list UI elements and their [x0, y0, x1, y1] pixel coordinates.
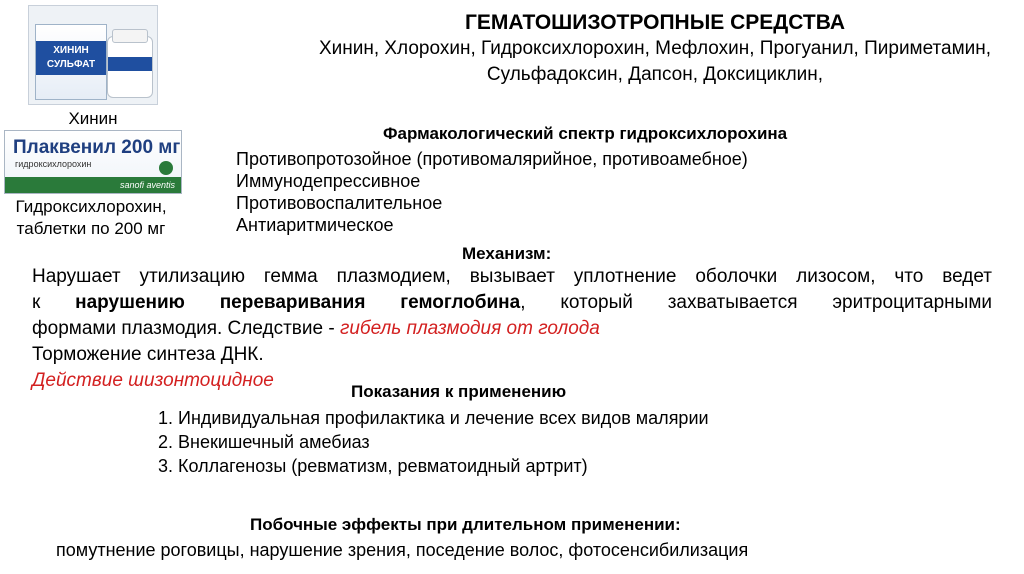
spectrum-list — [236, 148, 748, 236]
plaquenil-caption — [0, 196, 182, 240]
mechanism-line-2-post: , который захватывается эритроцитарными — [520, 292, 993, 313]
indications-list — [158, 406, 709, 478]
mechanism-line-1 — [32, 264, 992, 290]
side-effects-text: помутнение роговицы, нарушение зрения, поседение волос, фотосенсибилизация — [56, 540, 749, 560]
spectrum-item: Противовоспалительное — [236, 193, 443, 213]
mechanism-line-1-text: Нарушает утилизацию гемма плазмодием, вызывает уплотнение оболочки лизосом, что ведет — [32, 266, 992, 287]
mechanism-line-3 — [32, 316, 992, 342]
quinine-caption: Хинин — [68, 109, 118, 128]
plaquenil-brand: Плаквенил 200 мг — [13, 137, 181, 158]
mechanism-heading: Механизм: — [462, 244, 552, 263]
quinine-box — [35, 24, 107, 100]
mechanism-line-2-bold: нарушению переваривания гемоглобина — [75, 292, 521, 313]
side-effects-heading: Побочные эффекты при длительном применении: — [250, 515, 681, 534]
quinine-box-label: ХИНИН СУЛЬФАТ — [46, 45, 96, 70]
plaquenil-caption-line-1: Гидроксихлорохин, — [15, 197, 167, 216]
mechanism-line-3-red: гибель плазмодия от голода — [339, 318, 600, 339]
mechanism-text — [32, 264, 992, 394]
mechanism-line-4: Торможение синтеза ДНК. — [32, 344, 264, 365]
plaquenil-maker: sanofi aventis — [119, 180, 175, 190]
spectrum-item: Иммунодепрессивное — [236, 171, 421, 191]
drug-list-line-1: Хинин, Хлорохин, Гидроксихлорохин, Мефлохин, Прогуанил, Пириметамин, — [318, 38, 992, 59]
page-title: ГЕМАТОШИЗОТРОПНЫЕ СРЕДСТВА — [464, 11, 846, 34]
indication-item: 1. Индивидуальная профилактика и лечение всех видов малярии — [158, 408, 709, 428]
quinine-jar — [107, 36, 153, 98]
mechanism-line-5: Действие шизонтоцидное — [32, 370, 274, 391]
plaquenil-caption-line-2: таблетки по 200 мг — [16, 219, 166, 238]
plaquenil-generic: гидроксихлорохин — [15, 159, 92, 169]
mechanism-line-3-pre: формами плазмодия. Следствие - — [32, 318, 340, 339]
indication-item: 3. Коллагенозы (ревматизм, ревматоидный артрит) — [158, 456, 588, 476]
plaquenil-logo-icon — [159, 161, 173, 175]
plaquenil-product-image — [4, 130, 182, 194]
spectrum-item: Противопротозойное (противомалярийное, противоамебное) — [236, 149, 748, 169]
spectrum-heading: Фармакологический спектр гидроксихлорохина — [383, 124, 788, 143]
title-block — [300, 10, 1010, 88]
quinine-product-image — [28, 5, 158, 105]
indication-item: 2. Внекишечный амебиаз — [158, 432, 370, 452]
spectrum-item: Антиаритмическое — [236, 215, 394, 235]
indications-heading: Показания к применению — [351, 382, 567, 401]
mechanism-line-2 — [32, 290, 992, 316]
drug-list-line-2: Сульфадоксин, Дапсон, Доксициклин, — [486, 64, 824, 85]
mechanism-line-2-pre: к — [32, 292, 76, 313]
